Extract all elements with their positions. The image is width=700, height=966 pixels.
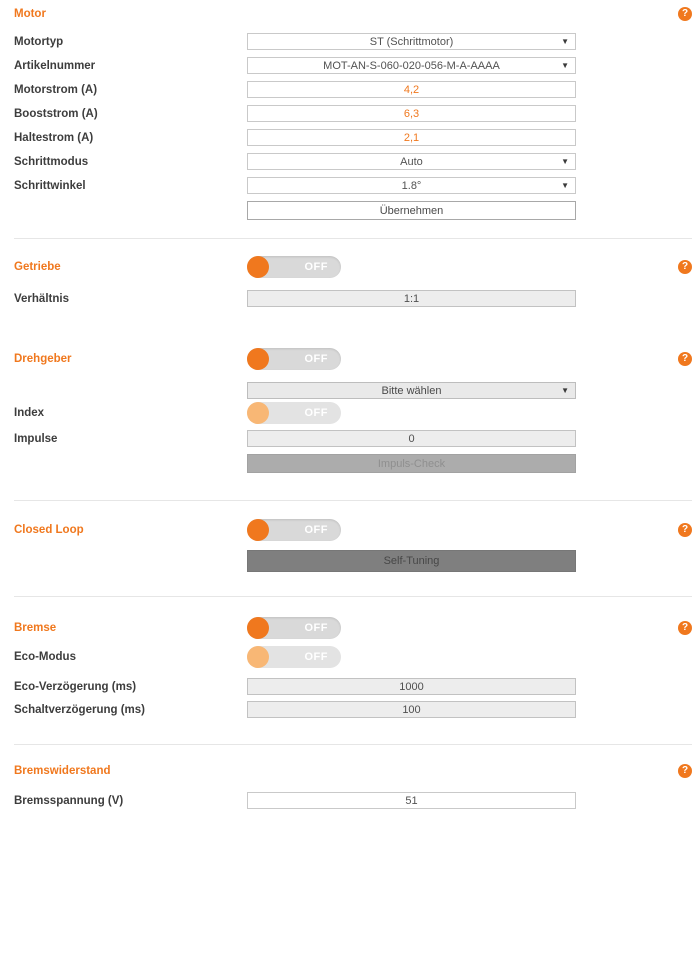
motorstrom-label: Motorstrom (A) <box>14 83 98 96</box>
eco-modus-label: Eco-Modus <box>14 651 76 663</box>
schrittwinkel-label: Schrittwinkel <box>14 179 86 192</box>
section-title-closed-loop: Closed Loop <box>14 524 84 536</box>
section-divider <box>14 744 692 745</box>
chevron-down-icon: ▼ <box>561 36 569 46</box>
chevron-down-icon: ▼ <box>561 156 569 166</box>
chevron-down-icon: ▼ <box>561 385 569 395</box>
self-tuning-row <box>0 550 700 572</box>
toggle-state-label: OFF <box>304 622 328 634</box>
eco-verzoegerung-label: Eco-Verzögerung (ms) <box>14 680 137 693</box>
drehgeber-header-row <box>0 348 700 370</box>
help-icon-closed-loop[interactable]: ? <box>678 523 692 537</box>
verhaeltnis-field-disabled <box>247 290 576 307</box>
bremsspannung-label: Bremsspannung (V) <box>14 794 124 807</box>
artikelnummer-select[interactable] <box>247 57 576 74</box>
toggle-state-label: OFF <box>304 261 328 273</box>
section-bremse <box>0 617 700 718</box>
section-getriebe <box>0 256 700 307</box>
toggle-knob <box>247 402 269 424</box>
chevron-down-icon: ▼ <box>561 60 569 70</box>
impulse-value: 0 <box>408 432 415 445</box>
eco-verzoegerung-field-disabled <box>247 678 576 695</box>
toggle-knob <box>247 519 269 541</box>
toggle-knob <box>247 348 269 370</box>
schrittwinkel-select[interactable] <box>247 177 576 194</box>
motortyp-label: Motortyp <box>14 35 64 48</box>
eco-modus-row <box>0 646 700 668</box>
getriebe-toggle[interactable] <box>247 256 341 278</box>
encoder-selected-value: Bitte wählen <box>381 384 442 397</box>
toggle-knob <box>247 617 269 639</box>
section-title-bremswiderstand: Bremswiderstand <box>14 765 111 777</box>
apply-row <box>0 201 700 220</box>
toggle-knob <box>247 646 269 668</box>
help-icon-getriebe[interactable]: ? <box>678 260 692 274</box>
haltestrom-label: Haltestrom (A) <box>14 131 94 144</box>
section-title-bremse: Bremse <box>14 622 57 634</box>
booststrom-label: Booststrom (A) <box>14 107 98 120</box>
booststrom-row <box>0 105 700 122</box>
schrittmodus-row <box>0 153 700 170</box>
schaltverzoegerung-label: Schaltverzögerung (ms) <box>14 703 145 716</box>
artikelnummer-label: Artikelnummer <box>14 59 96 72</box>
help-icon-motor[interactable]: ? <box>678 7 692 21</box>
section-closed-loop <box>0 519 700 572</box>
closed-loop-header-row <box>0 519 700 541</box>
bremsspannung-field <box>247 792 576 809</box>
section-bremswiderstand <box>0 763 700 809</box>
drehgeber-toggle[interactable] <box>247 348 341 370</box>
chevron-down-icon: ▼ <box>561 180 569 190</box>
haltestrom-field <box>247 129 576 146</box>
encoder-select-row <box>0 382 700 399</box>
eco-verzoegerung-row <box>0 678 700 695</box>
help-icon-drehgeber[interactable]: ? <box>678 352 692 366</box>
bremse-header-row <box>0 617 700 639</box>
schrittmodus-label: Schrittmodus <box>14 155 89 168</box>
schaltverzoegerung-field-disabled <box>247 701 576 718</box>
apply-button[interactable]: Übernehmen <box>247 201 576 220</box>
motorstrom-input[interactable] <box>248 82 575 97</box>
schrittmodus-selected-value: Auto <box>400 155 423 168</box>
artikelnummer-row <box>0 57 700 74</box>
section-divider <box>14 500 692 501</box>
motorstrom-field <box>247 81 576 98</box>
toggle-state-label: OFF <box>304 353 328 365</box>
motor-header-row <box>0 0 700 21</box>
toggle-state-label: OFF <box>304 524 328 536</box>
verhaeltnis-value: 1:1 <box>403 292 420 305</box>
bremsspannung-row <box>0 792 700 809</box>
impuls-check-row <box>0 454 700 473</box>
bremsspannung-input[interactable] <box>248 793 575 808</box>
section-divider <box>14 596 692 597</box>
index-row <box>0 402 700 424</box>
closed-loop-toggle[interactable] <box>247 519 341 541</box>
motortyp-selected-value: ST (Schrittmotor) <box>369 35 454 48</box>
eco-verzoegerung-value: 1000 <box>399 680 424 693</box>
haltestrom-input[interactable] <box>248 130 575 145</box>
motortyp-row <box>0 33 700 50</box>
toggle-knob <box>247 256 269 278</box>
artikelnummer-selected-value: MOT-AN-S-060-020-056-M-A-AAAA <box>323 59 500 72</box>
section-title-motor: Motor <box>14 8 46 20</box>
section-divider <box>14 238 692 239</box>
toggle-state-label: OFF <box>304 407 328 419</box>
section-title-drehgeber: Drehgeber <box>14 353 72 365</box>
help-icon-bremse[interactable]: ? <box>678 621 692 635</box>
schrittmodus-select[interactable] <box>247 153 576 170</box>
verhaeltnis-label: Verhältnis <box>14 292 69 305</box>
eco-modus-toggle-disabled <box>247 646 341 668</box>
impulse-label: Impulse <box>14 432 58 445</box>
impulse-field-disabled <box>247 430 576 447</box>
help-icon-bremswiderstand[interactable]: ? <box>678 764 692 778</box>
motortyp-select[interactable] <box>247 33 576 50</box>
booststrom-field <box>247 105 576 122</box>
schrittwinkel-row <box>0 177 700 194</box>
impuls-check-button-disabled: Impuls-Check <box>247 454 576 473</box>
haltestrom-row <box>0 129 700 146</box>
booststrom-input[interactable] <box>248 106 575 121</box>
impulse-row <box>0 430 700 447</box>
encoder-select-disabled <box>247 382 576 399</box>
section-drehgeber <box>0 348 700 473</box>
schaltverzoegerung-value: 100 <box>402 703 421 716</box>
section-motor <box>0 0 700 220</box>
index-toggle-disabled <box>247 402 341 424</box>
getriebe-header-row <box>0 256 700 278</box>
self-tuning-button-disabled: Self-Tuning <box>247 550 576 572</box>
motorstrom-row <box>0 81 700 98</box>
toggle-state-label: OFF <box>304 651 328 663</box>
schrittwinkel-selected-value: 1.8° <box>401 179 422 192</box>
section-title-getriebe: Getriebe <box>14 261 61 273</box>
schaltverzoegerung-row <box>0 701 700 718</box>
index-label: Index <box>14 407 45 419</box>
bremse-toggle[interactable] <box>247 617 341 639</box>
bremswiderstand-header-row <box>0 763 700 779</box>
verhaeltnis-row <box>0 290 700 307</box>
